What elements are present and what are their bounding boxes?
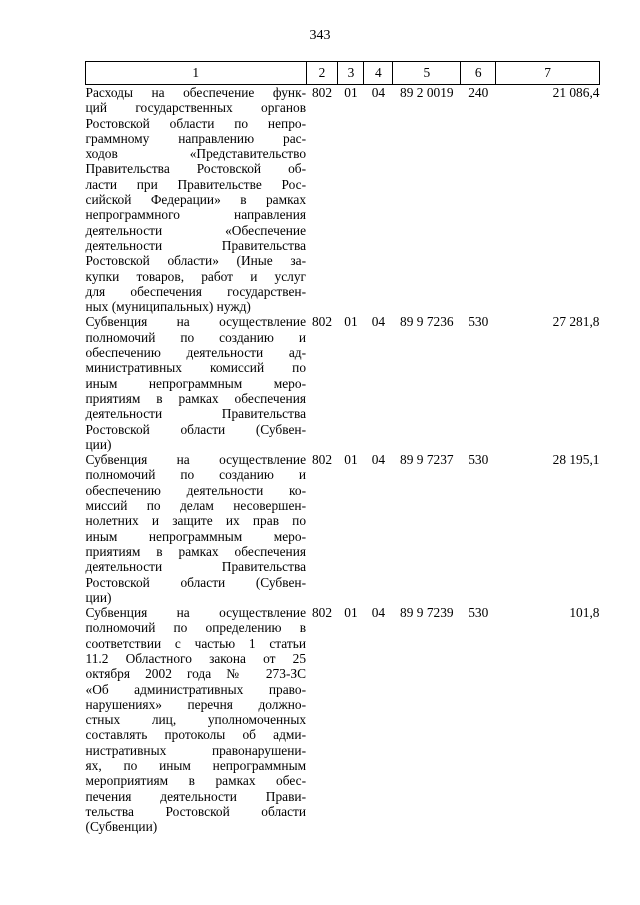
amount: 21 086,4 <box>552 85 600 100</box>
header-col-5: 5 <box>393 62 461 85</box>
page-number: 343 <box>309 28 331 43</box>
description-line: деятельности Правительства <box>85 237 307 253</box>
description-line: Ростовской области (Субвен- <box>85 574 307 590</box>
description-line: деятельности «Обеспечение <box>85 222 307 238</box>
header-col-1: 1 <box>86 62 307 85</box>
description-line: тельства Ростовской области <box>85 803 307 819</box>
description-line: «Об административных право- <box>85 681 307 697</box>
description-line: нолетних и защите их прав по <box>85 513 307 529</box>
table-row <box>86 605 600 834</box>
expense-type-code: 530 <box>468 605 489 621</box>
header-col-7: 7 <box>496 62 600 85</box>
description-line: Субвенция на осуществление <box>85 314 307 330</box>
description-line: 11.2 Областного закона от 25 <box>85 650 307 666</box>
table-row <box>86 85 600 315</box>
header-row <box>86 62 600 85</box>
expense-type-code: 240 <box>468 85 489 100</box>
description-line: ласти при Правительстве Рос- <box>85 176 307 192</box>
description-line: полномочий по созданию и <box>85 329 307 345</box>
description-line: миссий по делам несовершен- <box>85 498 307 514</box>
description-line: граммному направлению рас- <box>85 130 307 146</box>
description-line: ций государственных органов <box>85 100 307 116</box>
row-description <box>86 85 307 315</box>
section-code: 01 <box>344 452 358 468</box>
description-line: (Субвенции) <box>85 819 158 835</box>
description-line: печения деятельности Прави- <box>85 788 307 804</box>
subsection-code: 04 <box>371 452 386 468</box>
target-article-code: 89 9 7237 <box>400 452 454 468</box>
header-col-2: 2 <box>306 62 338 85</box>
description-line: сийской Федерации» в рамках <box>85 192 307 208</box>
header-col-4: 4 <box>364 62 393 85</box>
description-line: полномочий по определению в <box>85 620 307 636</box>
description-line: купки товаров, работ и услуг <box>85 268 307 284</box>
expense-type-code: 530 <box>468 452 489 468</box>
description-line: иным непрограммным меро- <box>85 528 307 544</box>
budget-table <box>85 61 600 835</box>
ministry-code: 802 <box>311 314 333 330</box>
table-row <box>86 452 600 605</box>
ministry-code: 802 <box>311 605 333 621</box>
description-line: Субвенция на осуществление <box>85 452 307 468</box>
description-line: Правительства Ростовской об- <box>85 161 307 177</box>
target-article-code: 89 9 7239 <box>400 605 454 621</box>
description-line: нистративных правонарушени- <box>85 742 307 758</box>
description-line: ции) <box>85 589 112 605</box>
description-line: Расходы на обеспечение функ- <box>85 85 307 100</box>
section-code: 01 <box>344 314 358 330</box>
header-col-3: 3 <box>338 62 364 85</box>
description-line: Ростовской области по непро- <box>85 115 307 131</box>
section-code: 01 <box>344 605 358 621</box>
description-line: ных (муниципальных) нужд) <box>85 299 251 315</box>
description-line: приятиям в рамках обеспечения <box>85 390 307 406</box>
target-article-code: 89 2 0019 <box>400 85 454 100</box>
ministry-code: 802 <box>311 85 333 100</box>
description-line: деятельности Правительства <box>85 559 307 575</box>
expense-type-code: 530 <box>468 314 489 330</box>
description-line: октября 2002 года № 273-ЗС <box>85 666 307 682</box>
description-line: ции) <box>85 436 112 452</box>
description-line: ходов «Представительство <box>85 146 307 162</box>
subsection-code: 04 <box>371 314 386 330</box>
description-line: ях, по иным непрограммным <box>85 758 307 774</box>
description-line: обеспечению деятельности ко- <box>85 482 307 498</box>
subsection-code: 04 <box>371 605 386 621</box>
description-line: непрограммного направления <box>85 207 307 223</box>
table-row <box>86 314 600 452</box>
section-code: 01 <box>344 85 358 100</box>
description-line: министративных комиссий по <box>85 360 307 376</box>
description-line: стных лиц, уполномоченных <box>85 712 307 728</box>
subsection-code: 04 <box>371 85 386 100</box>
description-line: обеспечению деятельности ад- <box>85 345 307 361</box>
description-line: для обеспечения государствен- <box>85 283 307 299</box>
amount: 28 195,1 <box>552 452 600 468</box>
description-line: Субвенция на осуществление <box>85 605 307 621</box>
row-description <box>86 314 307 452</box>
description-line: мероприятиям в рамках обес- <box>85 773 307 789</box>
description-line: Ростовской области» (Иные за- <box>85 253 307 269</box>
description-line: приятиям в рамках обеспечения <box>85 543 307 559</box>
target-article-code: 89 9 7236 <box>400 314 454 330</box>
description-line: Ростовской области (Субвен- <box>85 421 307 437</box>
amount: 101,8 <box>569 605 600 621</box>
description-line: полномочий по созданию и <box>85 467 307 483</box>
row-description <box>86 452 307 605</box>
header-col-6: 6 <box>461 62 496 85</box>
description-line: соответствии с частью 1 статьи <box>85 635 307 651</box>
description-line: деятельности Правительства <box>85 406 307 422</box>
description-line: нарушениях» перечня должно- <box>85 696 307 712</box>
description-line: иным непрограммным меро- <box>85 375 307 391</box>
ministry-code: 802 <box>311 452 333 468</box>
row-description <box>86 605 307 834</box>
amount: 27 281,8 <box>552 314 600 330</box>
description-line: составлять протоколы об адми- <box>85 727 307 743</box>
